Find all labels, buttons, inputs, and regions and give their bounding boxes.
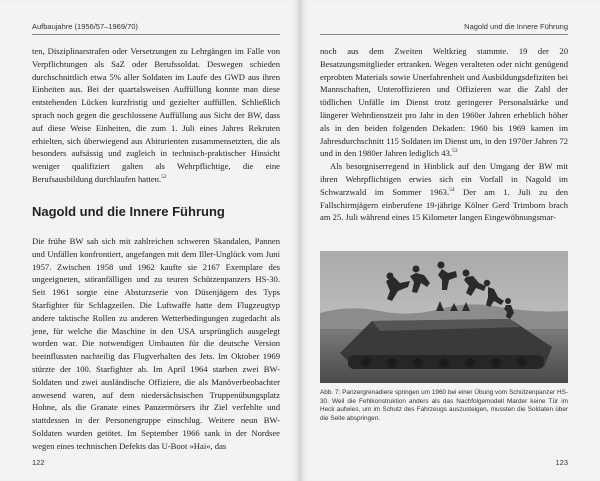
photo-soldiers-jumping-from-tank (320, 251, 568, 383)
left-paragraph-1-text: ten, Disziplinarstrafen oder Versetzungen zu Lehrgängen im Falle von Verpflichtungen als SaZ oder Berufssoldat. Deswegen schieden durchschnittlich etwa 5% aller Soldaten im Laufe des GWD aus ihren Einheiten aus. Bei der quartalsweisen Auffüllung konnte man diese entstehenden Lücken kurzfristig und gezielter auffüllen. Schließlich sprach noch gegen die geschlossene Auffüllung aus Sicht der BW, dass auf diese Weise Einheiten, die zum 1. Juli eines Jahres Rekruten erhielten, sich überwiegend aus Abiturienten zusammensetzten, die als besonders aufsässig und zugleich in technisch-praktischer Hinsicht weniger qualifiziert galten als Wehrpflichtige, die eine Berufsausbildung durchlaufen hatten. (32, 46, 280, 184)
figure-caption: Abb. 7: Panzergrenadiere springen um 1960 bei einer Übung vom Schützenpanzer HS-30. Weil die Fehlkonstruktion anders als das Nachfolgemodell Marder keine Tür im Heck aufwies, um im Schutz des Fahrzeugs auszusteigen, mussten die Soldaten über die Seite abspringen. (320, 389, 568, 422)
footnote-ref-52: 52 (161, 174, 167, 181)
header-rule-left (32, 34, 280, 35)
section-title: Nagold und die Innere Führung (32, 204, 225, 219)
running-head-left: Aufbaujahre (1956/57–1969/70) (32, 22, 138, 31)
page-number-left: 122 (32, 458, 45, 467)
right-text-block (320, 45, 568, 224)
right-paragraph-2b-text: Der am 1. Juli zu den Fallschirmjägern einberufene 19-jährige Kölner Gerd Trimborn brach am 25. Juli während eines 15 Kilometer langen Eingewöhnungsmar- (320, 186, 568, 223)
page-number-right: 123 (555, 458, 568, 467)
right-paragraph-2a-text: Als besorgniserregend in Hinblick auf den Umgang der BW mit ihren Wehrpflichtigen erwies sich ein Vorfall in Nagold im Schwarzwald im Sommer 1963. (320, 161, 568, 197)
footnote-ref-54: 54 (449, 186, 455, 193)
right-paragraph-1-text: noch aus dem Zweiten Weltkrieg stammte. 19 der 20 Besatzungsmitglieder ertranken. Wegen veralteten oder nicht genügend erprobten Materials sowie Unerfahrenheit und Ausbildungsdefiziten bei Mannschaften, Unteroffizieren und Offizieren war die Zahl der tödlichen Unfälle im Dienst trotz geringerer Personalstärke und längerer Wehrdienstzeit pro Jahr in den 1960er Jahren erheblich höher als in den beiden folgenden Dekaden: 1960 bis 1969 kamen im Jahresdurchschnitt 115 Soldaten im Dienst um, in den 1970er Jahren 72 und in den 1980er Jahren lediglich 43. (320, 46, 568, 159)
left-paragraph-1 (32, 45, 280, 186)
header-rule-right (320, 34, 568, 35)
right-page (300, 0, 600, 481)
photo-illustration (320, 251, 568, 383)
left-paragraph-2: Die frühe BW sah sich mit zahlreichen schweren Skandalen, Pannen und Unfällen konfrontiert, angefangen mit dem Iller-Unglück vom Juni 1957. Zwischen 1958 und 1962 kaufte sie 2167 Exemplare des ungeeigneten, störanfälligen und zu teuren Schützenpanzers HS-30. Seit 1961 sorgte eine Absturzserie von Düsenjägern des Typs Starfighter für Schlagzeilen. Die Luftwaffe hatte dem Flugzeugtyp andere taktische Rollen zu anderen Wetterbedingungen zugedacht als jene, für welche die Maschine in den USA ursprünglich ausgelegt worden war. Die notwendigen Umbauten für die deutsche Version beeinflussten nachteilig das Flugverhalten des Jets. Im Oktober 1969 stürzte der 100. Starfighter ab. Im April 1964 starben zwei BW-Soldaten und zwei ausländische Offiziere, die als Manöverbeobachter anwesend waren, auf dem niedersächsischen Truppenübungsplatz Hohne, als die Granate eines Panzermörsers ihr Ziel verfehlte und stattdessen in der Personengruppe einschlug. Weitere neun BW-Soldaten wurden getötet. Im September 1966 sank in der Nordsee wegen eines technischen Defekts das U-Boot »Hai«, das (32, 236, 280, 451)
running-head-right: Nagold und die Innere Führung (464, 22, 568, 31)
right-paragraph-2 (320, 160, 568, 224)
footnote-ref-53: 53 (451, 148, 458, 155)
right-paragraph-1 (320, 45, 568, 160)
